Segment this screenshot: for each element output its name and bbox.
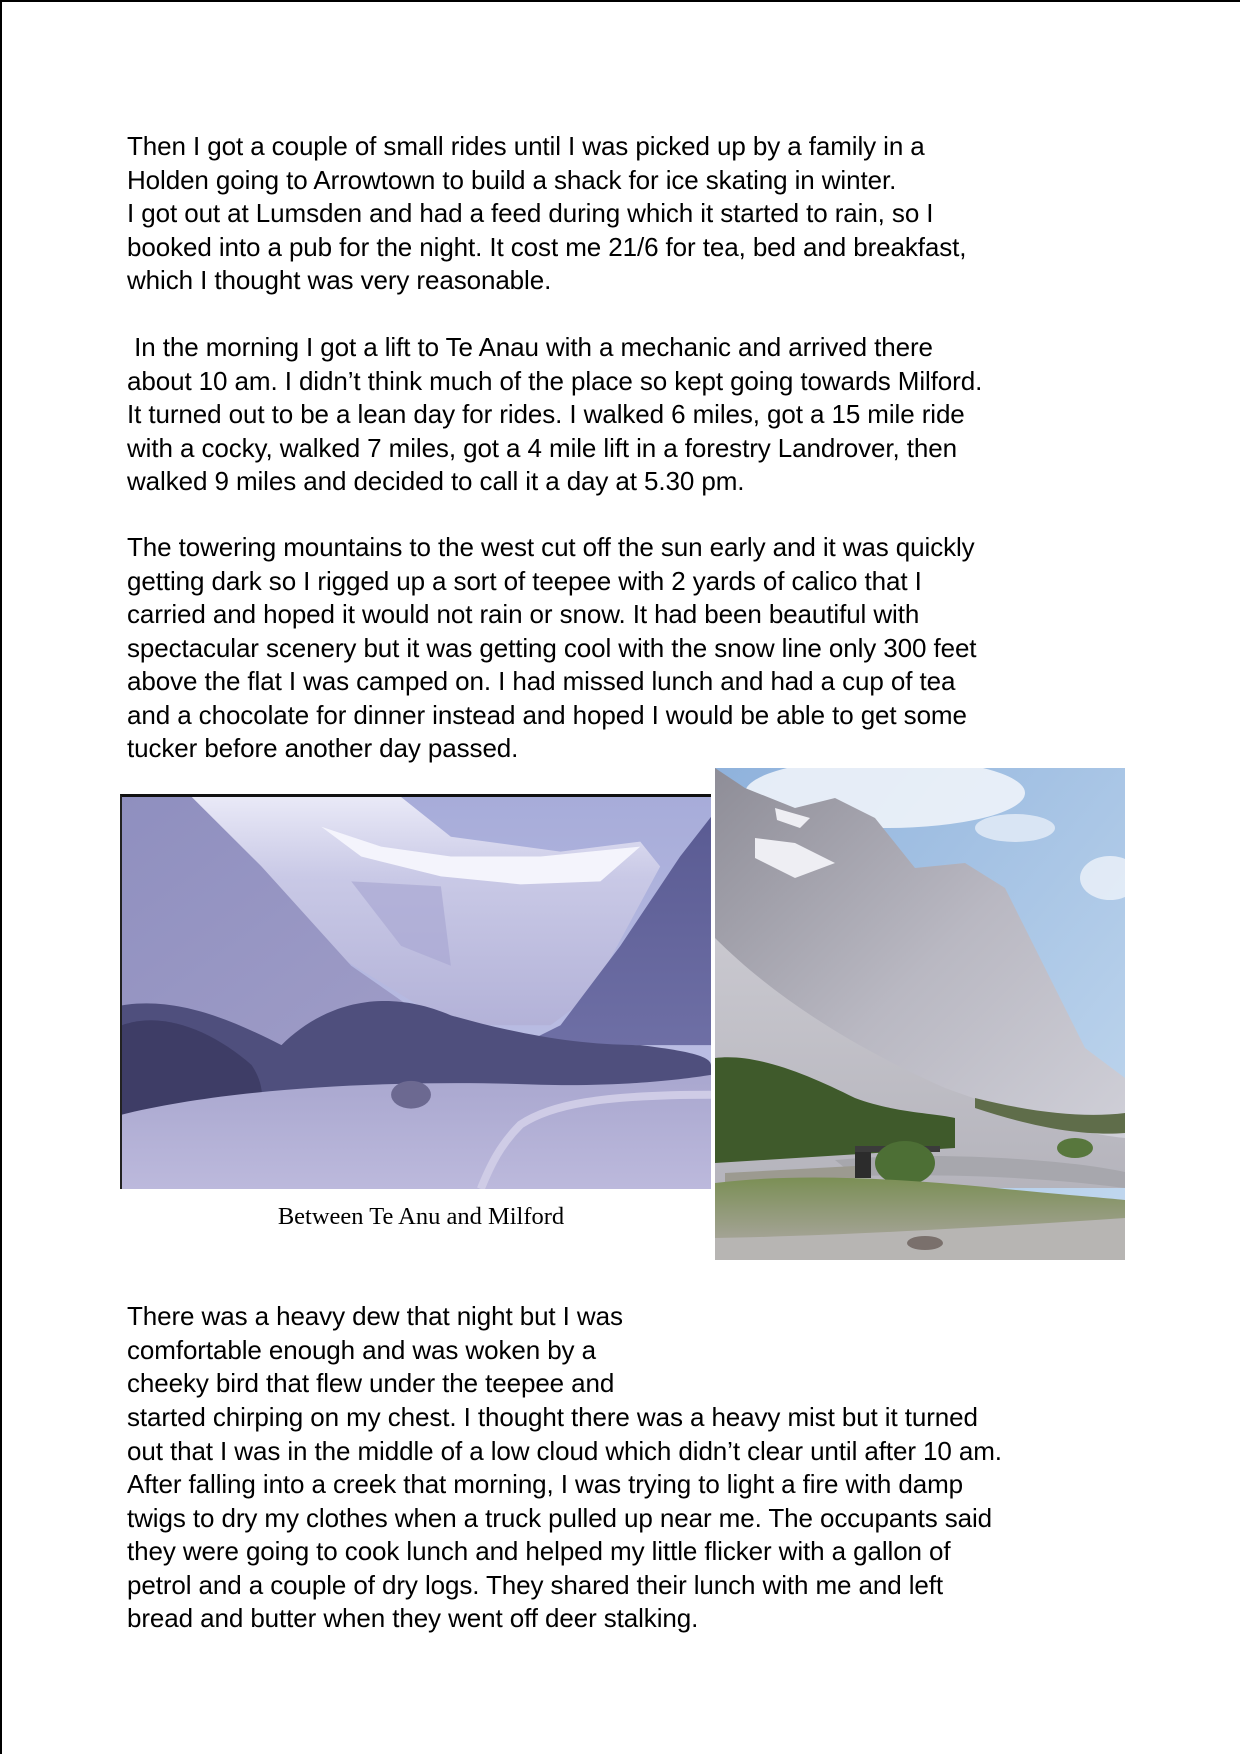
mountain-photo-image bbox=[715, 768, 1125, 1260]
text-line: petrol and a couple of dry logs. They shared their lunch with me and left bbox=[127, 1569, 944, 1600]
boulder bbox=[391, 1081, 431, 1109]
text-line: It turned out to be a lean day for rides. I walked 6 miles, got a 15 mile ride bbox=[127, 399, 965, 429]
text-line: booked into a pub for the night. It cost me 21/6 for tea, bed and breakfast, bbox=[127, 231, 967, 262]
paragraph-2 bbox=[127, 331, 982, 499]
text-line: After falling into a creek that morning, I was trying to light a fire with damp bbox=[127, 1469, 964, 1499]
text-line: about 10 am. I didn’t think much of the place so kept going towards Milford. bbox=[127, 365, 983, 396]
bridge-abutment bbox=[855, 1148, 871, 1178]
text-line: getting dark so I rigged up a sort of teepee with 2 yards of calico that I bbox=[127, 565, 922, 596]
text-line: I got out at Lumsden and had a feed during which it started to rain, so I bbox=[127, 198, 934, 228]
text-line: spectacular scenery but it was getting cool with the snow line only 300 feet bbox=[127, 632, 977, 663]
text-line: they were going to cook lunch and helped my little flicker with a gallon of bbox=[127, 1536, 951, 1566]
shrub bbox=[875, 1141, 935, 1185]
text-line: carried and hoped it would not rain or snow. It had been beautiful with bbox=[127, 599, 920, 629]
paragraph-4-wrapped bbox=[127, 1300, 623, 1401]
text-line: There was a heavy dew that night but I was bbox=[127, 1301, 623, 1331]
text-line: above the flat I was camped on. I had missed lunch and had a cup of tea bbox=[127, 666, 956, 696]
text-line: Holden going to Arrowtown to build a shack for ice skating in winter. bbox=[127, 164, 897, 195]
text-line: twigs to dry my clothes when a truck pulled up near me. The occupants said bbox=[127, 1502, 993, 1533]
text-line: In the morning I got a lift to Te Anau with a mechanic and arrived there bbox=[127, 332, 933, 362]
paragraph-1 bbox=[127, 130, 966, 298]
text-line: cheeky bird that flew under the teepee and bbox=[127, 1368, 615, 1398]
text-line: walked 9 miles and decided to call it a day at 5.30 pm. bbox=[127, 466, 745, 496]
photo-caption: Between Te Anu and Milford bbox=[277, 1203, 565, 1230]
text-line: Then I got a couple of small rides until I was picked up by a family in a bbox=[127, 131, 925, 161]
text-line: with a cocky, walked 7 miles, got a 4 mile lift in a forestry Landrover, then bbox=[127, 432, 957, 463]
text-line: bread and butter when they went off deer stalking. bbox=[127, 1603, 699, 1633]
photo-mountain-road-bridge bbox=[715, 768, 1125, 1260]
paragraph-4-continued bbox=[127, 1401, 1002, 1636]
text-line: and a chocolate for dinner instead and hoped I would be able to get some bbox=[127, 699, 967, 730]
cloud bbox=[975, 814, 1055, 842]
text-line: The towering mountains to the west cut off the sun early and it was quickly bbox=[127, 532, 975, 562]
text-line: which I thought was very reasonable. bbox=[127, 265, 552, 295]
text-line: tucker before another day passed. bbox=[127, 733, 519, 763]
shrub bbox=[1057, 1138, 1093, 1158]
text-line: out that I was in the middle of a low cloud which didn’t clear until after 10 am. bbox=[127, 1435, 1002, 1466]
text-line: comfortable enough and was woken by a bbox=[127, 1334, 596, 1365]
paragraph-3 bbox=[127, 531, 976, 766]
rock bbox=[907, 1236, 943, 1250]
photo-valley-snow-cliffs bbox=[120, 794, 711, 1189]
text-line: started chirping on my chest. I thought there was a heavy mist but it turned bbox=[127, 1402, 978, 1432]
valley-photo-image bbox=[122, 797, 711, 1189]
